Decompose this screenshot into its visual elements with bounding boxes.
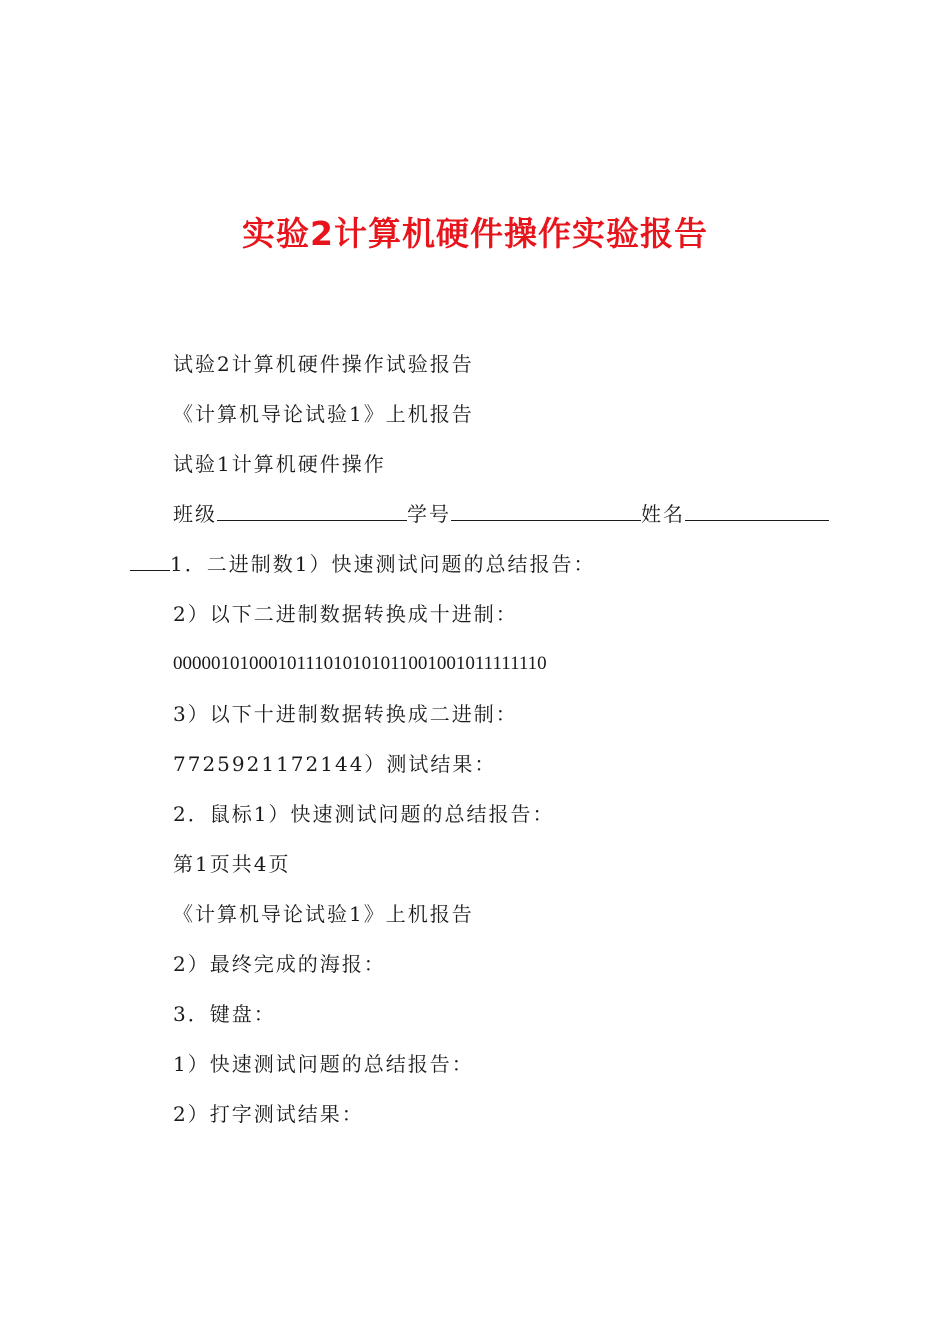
page-number: 第1页共4页: [173, 852, 291, 876]
binary-number: 0000010100010111010101011001001011111110: [173, 653, 547, 674]
mouse-section-heading: 2．鼠标1）快速测试问题的总结报告：: [173, 802, 555, 826]
class-blank: [217, 502, 407, 521]
binary-section-line: [130, 550, 595, 578]
binary-section-heading: 1．二进制数1）快速测试问题的总结报告：: [170, 552, 596, 576]
experiment-heading: 试验1计算机硬件操作: [173, 452, 386, 476]
keyboard-quick-test-heading: 1）快速测试问题的总结报告：: [173, 1052, 474, 1076]
student-id-blank: [451, 502, 641, 521]
decimal-number-and-result: 7725921172144）测试结果：: [173, 752, 497, 776]
decimal-to-binary-heading: 3）以下十进制数据转换成二进制：: [173, 702, 518, 726]
name-label: 姓名: [641, 502, 685, 526]
course-report-heading: 《计算机导论试验1》上机报告: [173, 402, 474, 426]
keyboard-section-heading: 3．键盘：: [173, 1002, 276, 1026]
course-report-heading-repeat: 《计算机导论试验1》上机报告: [173, 902, 474, 926]
student-id-label: 学号: [407, 502, 451, 526]
final-poster-heading: 2）最终完成的海报：: [173, 952, 386, 976]
name-blank-continued: [130, 552, 170, 571]
document-title: 实验2计算机硬件操作实验报告: [242, 214, 708, 253]
typing-test-heading: 2）打字测试结果：: [173, 1102, 364, 1126]
class-label: 班级: [173, 502, 217, 526]
name-blank: [685, 502, 829, 521]
binary-to-decimal-heading: 2）以下二进制数据转换成十进制：: [173, 602, 518, 626]
report-subtitle: 试验2计算机硬件操作试验报告: [173, 352, 474, 376]
student-info-line: [173, 500, 829, 528]
